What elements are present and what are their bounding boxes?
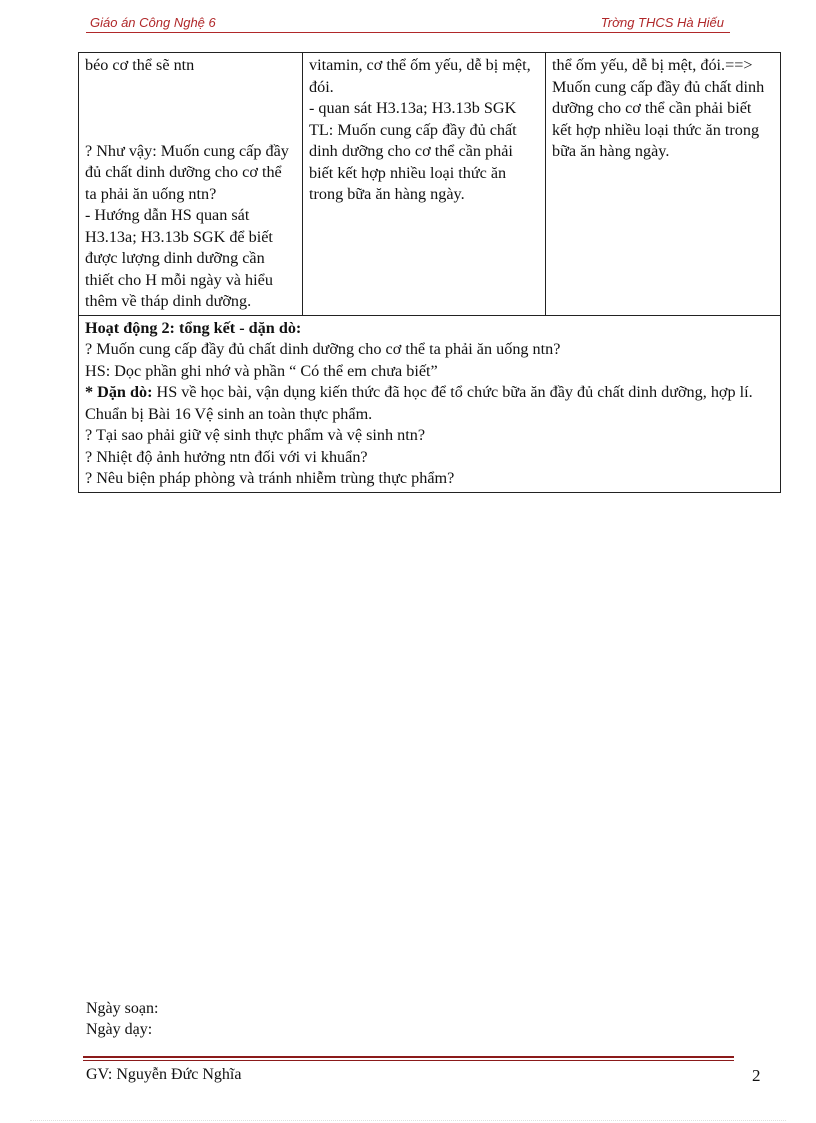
homework-text: HS về học bài, vận dụng kiến thức đã học để tổ chức bữa ăn đầy đủ chất dinh dưỡng, hợp lí. <box>152 383 753 401</box>
lesson-table <box>78 52 781 493</box>
cell-observation: - quan sát H3.13a; H3.13b SGK TL: Muốn cung cấp đầy đủ chất dinh dưỡng cho cơ thể cần phải biết kết hợp nhiều loại thức ăn trong bữa ăn hàng ngày. <box>309 99 517 203</box>
date-taught-label: Ngày dạy: <box>86 1021 153 1038</box>
header-rule <box>86 32 730 33</box>
cell-text: béo cơ thể sẽ ntn <box>85 56 195 74</box>
page-number: 2 <box>752 1066 761 1085</box>
date-prepared-label: Ngày soạn: <box>86 1000 159 1017</box>
lesson-dates <box>86 998 158 1040</box>
table-row <box>79 315 781 492</box>
summary-cell <box>79 315 781 492</box>
page-header <box>86 12 730 32</box>
cell-question: ? Như vậy: Muốn cung cấp đầy đủ chất dinh dưỡng cho cơ thể ta phải ăn uống ntn? <box>85 141 289 203</box>
cell-text: vitamin, cơ thể ốm yếu, dễ bị mệt, đói. <box>309 56 531 96</box>
summary-question: ? Nhiệt độ ảnh hưởng ntn đối với vi khuẩn? <box>85 447 368 466</box>
activity-heading: Hoạt động 2: tổng kết - dặn dò: <box>85 318 302 337</box>
footer-teacher: GV: Nguyễn Đức Nghĩa <box>86 1066 242 1083</box>
cell-text: thể ốm yếu, dễ bị mệt, đói.==> Muốn cung cấp đầy đủ chất dinh dưỡng cho cơ thể cần phải biết kết hợp nhiều loại thức ăn trong bữa ăn hàng ngày. <box>552 56 765 160</box>
cell-spacer <box>85 77 296 141</box>
header-subject: Giáo án Công Nghệ 6 <box>90 15 216 30</box>
prepare-line: Chuẩn bị Bài 16 Vệ sinh an toàn thực phẩm. <box>85 404 373 423</box>
student-activity-cell <box>303 53 546 316</box>
homework-line <box>85 382 774 404</box>
content-cell <box>546 53 781 316</box>
summary-question: ? Tại sao phải giữ vệ sinh thực phẩm và vệ sinh ntn? <box>85 426 426 444</box>
cell-guide: - Hướng dẫn HS quan sát H3.13a; H3.13b SGK để biết được lượng dinh dưỡng cần thiết cho H mỗi ngày và hiểu thêm về tháp dinh dưỡng. <box>85 206 273 310</box>
page-bottom-divider <box>30 1120 786 1121</box>
homework-label: * Dặn dò: <box>85 383 153 401</box>
teacher-activity-cell <box>79 53 303 316</box>
summary-question: ? Nêu biện pháp phòng và tránh nhiễm trùng thực phẩm? <box>85 469 455 487</box>
header-school: Trờng THCS Hà Hiếu <box>600 15 724 30</box>
footer-rule-thin <box>83 1060 734 1061</box>
student-task: HS: Dọc phần ghi nhớ và phần “ Có thể em chưa biết” <box>85 361 438 380</box>
summary-question: ? Muốn cung cấp đầy đủ chất dinh dưỡng cho cơ thể ta phải ăn uống ntn? <box>85 340 561 358</box>
footer-rule <box>83 1056 734 1058</box>
table-row <box>79 53 781 316</box>
